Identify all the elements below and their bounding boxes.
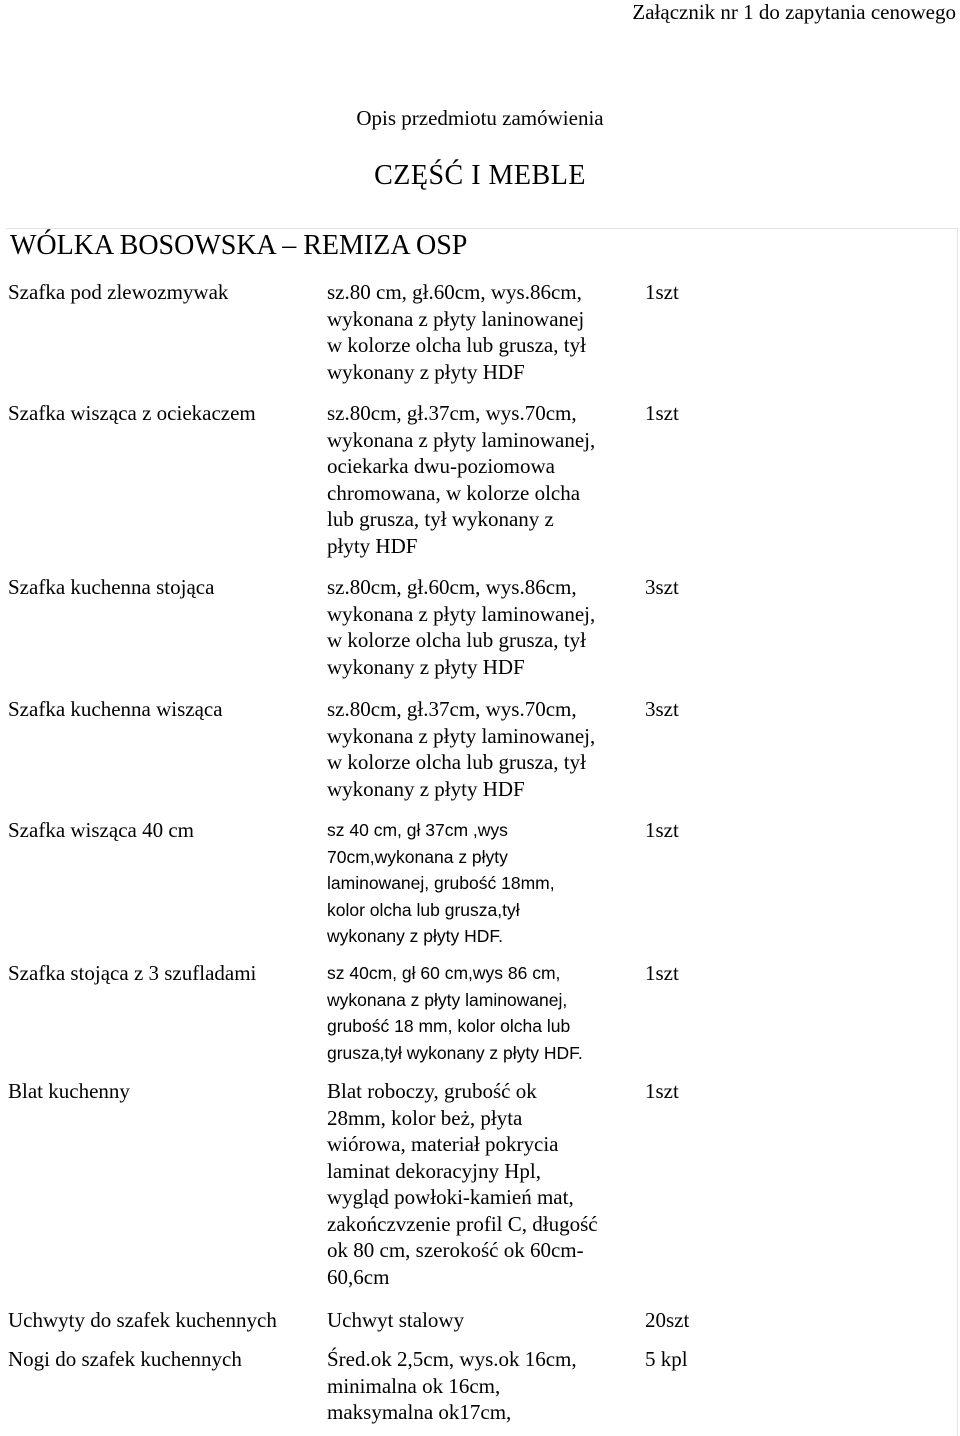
description-line: wykonana z płyty laminowanej, — [327, 427, 596, 452]
item-name: Szafka kuchenna stojąca — [8, 575, 215, 599]
item-name: Blat kuchenny — [8, 1079, 130, 1103]
description-line: wykonana z płyty laminowanej, — [327, 989, 568, 1010]
item-quantity: 3szt — [645, 697, 679, 721]
item-name: Szafka pod zlewozmywak — [8, 280, 229, 304]
table-border-right — [957, 228, 958, 1436]
part-heading: CZĘŚĆ I MEBLE — [374, 160, 586, 191]
item-quantity: 1szt — [645, 961, 679, 985]
item-description — [327, 960, 627, 1066]
item-name: Szafka kuchenna wisząca — [8, 697, 223, 721]
description-line: Uchwyt stalowy — [327, 1308, 465, 1332]
description-line: sz.80cm, gł.37cm, wys.70cm, — [327, 401, 577, 425]
description-line: sz.80cm, gł.60cm, wys.86cm, — [327, 575, 577, 599]
description-line: minimalna ok 16cm, — [327, 1373, 501, 1398]
description-line: laminat dekoracyjny Hpl, — [327, 1158, 542, 1183]
document-subtitle — [0, 106, 960, 131]
description-line: w kolorze olcha lub grusza, tył — [327, 750, 586, 774]
description-line: wykonany z płyty HDF — [327, 654, 525, 679]
description-line: 28mm, kolor beż, płyta — [327, 1105, 523, 1130]
item-description — [327, 1078, 627, 1290]
attachment-note: Załącznik nr 1 do zapytania cenowego — [632, 0, 956, 24]
description-line: maksymalna ok17cm, — [327, 1400, 512, 1424]
item-quantity: 1szt — [645, 818, 679, 842]
description-line: sz.80cm, gł.37cm, wys.70cm, — [327, 697, 577, 721]
item-name: Szafka wisząca z ociekaczem — [8, 401, 256, 425]
description-line: wykonany z płyty HDF — [327, 359, 525, 384]
description-line: płyty HDF — [327, 533, 418, 558]
item-quantity: 20szt — [645, 1308, 690, 1332]
item-description — [327, 400, 627, 559]
item-name: Nogi do szafek kuchennych — [8, 1347, 242, 1371]
description-line: sz 40 cm, gł 37cm ,wys — [327, 820, 508, 840]
item-description — [327, 1346, 627, 1426]
description-line: kolor olcha lub grusza,tył — [327, 899, 520, 920]
description-line: grusza,tył wykonany z płyty HDF. — [327, 1042, 583, 1063]
item-description — [327, 696, 627, 802]
description-line: wiórowa, materiał pokrycia — [327, 1132, 559, 1156]
description-line: wygląd powłoki-kamień mat, — [327, 1185, 574, 1209]
description-line: lub grusza, tył wykonany z — [327, 507, 554, 531]
description-line: laminowanej, grubość 18mm, — [327, 873, 555, 893]
description-line: sz 40cm, gł 60 cm,wys 86 cm, — [327, 963, 561, 983]
description-line: sz.80 cm, gł.60cm, wys.86cm, — [327, 280, 582, 304]
item-quantity: 1szt — [645, 401, 679, 425]
item-quantity: 1szt — [645, 280, 679, 304]
description-line: 60,6cm — [327, 1264, 390, 1289]
section-heading: WÓLKA BOSOWSKA – REMIZA OSP — [10, 230, 468, 261]
item-quantity: 3szt — [645, 575, 679, 599]
item-description — [327, 574, 627, 680]
subtitle-text: Opis przedmiotu zamówienia — [356, 106, 604, 130]
description-line: wykonana z płyty laminowanej, — [327, 601, 596, 626]
item-description — [327, 817, 627, 950]
description-line: wykonany z płyty HDF — [327, 776, 525, 801]
item-name: Szafka stojąca z 3 szufladami — [8, 961, 257, 985]
description-line: grubość 18 mm, kolor olcha lub — [327, 1016, 571, 1036]
description-line: Blat roboczy, grubość ok — [327, 1079, 537, 1103]
item-quantity: 1szt — [645, 1079, 679, 1103]
item-name: Szafka wisząca 40 cm — [8, 818, 194, 842]
description-line: ok 80 cm, szerokość ok 60cm- — [327, 1238, 584, 1262]
description-line: 70cm,wykonana z płyty — [327, 846, 508, 867]
description-line: ociekarka dwu-poziomowa — [327, 454, 555, 478]
description-line: w kolorze olcha lub grusza, tył — [327, 628, 586, 652]
item-description — [327, 279, 627, 385]
item-name: Uchwyty do szafek kuchennych — [8, 1308, 277, 1332]
description-line: Śred.ok 2,5cm, wys.ok 16cm, — [327, 1347, 577, 1371]
description-line: wykonany z płyty HDF. — [327, 926, 504, 946]
description-line: w kolorze olcha lub grusza, tył — [327, 333, 586, 357]
item-description — [327, 1307, 627, 1334]
description-line: chromowana, w kolorze olcha — [327, 480, 581, 505]
description-line: zakończvzenie profil C, długość — [327, 1211, 598, 1236]
item-quantity: 5 kpl — [645, 1347, 688, 1371]
description-line: wykonana z płyty laminowanej, — [327, 723, 596, 748]
table-border-top — [6, 228, 958, 229]
description-line: wykonana z płyty laninowanej — [327, 306, 585, 331]
